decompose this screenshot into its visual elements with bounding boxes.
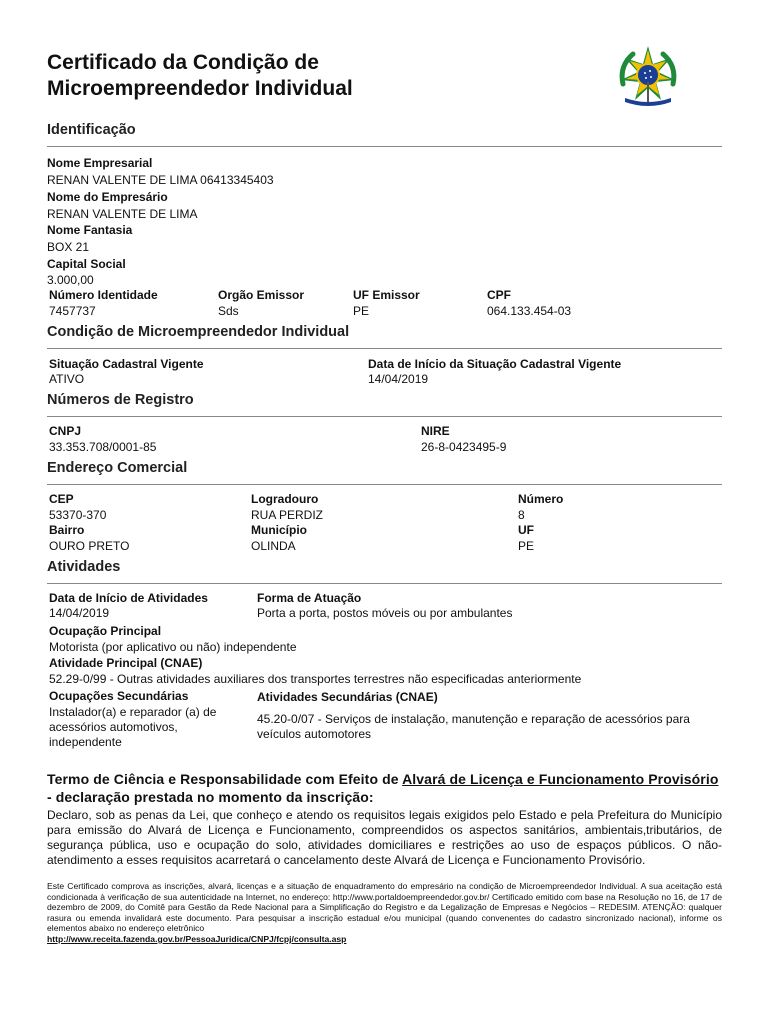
ocupacoes-secundarias-value: Instalador(a) e reparador (a) de acessórios automotivos, independente [49,705,217,749]
cpf-value: 064.133.454-03 [487,304,572,318]
atividades-secundarias-value: 45.20-0/07 - Serviços de instalação, manutenção e reparação de acessórios para veículos automotores [257,712,690,741]
fine-print-text: Este Certificado comprova as inscrições, alvará, licenças e a situação de enquadramento do empresário na condição de Microempreendedor Individual. A sua aceitação está condicionada à verificação de sua autenticidade na Internet, no endereço: http://www.portaldoempreendedor.gov.br/ Certificado emitido com base na Resolução no 16, de 17 de dezembro de 2009, do Comitê para Gestão da Rede Nacional para a Simplificação do Registro e da Legalização de Empresas e Negócios – REDESIM. ATENÇÃO: qualquer rasura ou emenda invalidará este documento. Para pesquisar a inscrição estadual e/ou municipal (quando convenentes do cadastro sincronizado nacional), informe os elementos abaixo no endereço eletrônico [47,881,722,934]
section-endereco-title: Endereço Comercial [47,460,188,476]
section-registro-title: Números de Registro [47,392,194,408]
section-identificacao-title: Identificação [47,122,136,138]
capital-social-label: Capital Social [47,257,126,271]
cnpj-label: CNPJ [49,424,82,438]
atividade-principal-label: Atividade Principal (CNAE) [49,656,203,670]
section-divider [47,484,722,485]
termo-title [47,770,722,806]
logradouro-label: Logradouro [251,492,319,506]
uf-emissor-label: UF Emissor [353,288,420,302]
section-atividades-title: Atividades [47,559,121,575]
nome-empresario-label: Nome do Empresário [47,190,168,204]
cpf-label: CPF [487,288,511,302]
cep-value: 53370-370 [49,508,107,522]
termo-title-part2: - declaração prestada no momento da inscrição: [47,789,374,805]
numero-label: Número [518,492,564,506]
nome-empresarial-label: Nome Empresarial [47,156,153,170]
termo-title-part1: Termo de Ciência e Responsabilidade com Efeito de [47,771,403,787]
nome-empresarial-value: RENAN VALENTE DE LIMA 06413345403 [47,173,274,187]
municipio-label: Município [251,523,307,537]
orgao-emissor-label: Orgão Emissor [218,288,305,302]
data-inicio-atividades-label: Data de Início de Atividades [49,591,208,605]
situacao-cadastral-value: ATIVO [49,372,85,386]
page-title [47,50,527,102]
section-condicao-title: Condição de Microempreendedor Individual [47,324,350,340]
municipio-value: OLINDA [251,539,296,553]
section-divider [47,416,722,417]
uf-value: PE [518,539,535,553]
orgao-emissor-value: Sds [218,304,239,318]
numero-identidade-value: 7457737 [49,304,96,318]
capital-social-value: 3.000,00 [47,273,94,287]
section-divider [47,348,722,349]
bairro-label: Bairro [49,523,85,537]
situacao-cadastral-label: Situação Cadastral Vigente [49,357,204,371]
data-inicio-situacao-label: Data de Início da Situação Cadastral Vigente [368,357,622,371]
forma-atuacao-value: Porta a porta, postos móveis ou por ambulantes [257,606,513,620]
section-divider [47,583,722,584]
fine-print [47,881,722,945]
ocupacoes-secundarias-label: Ocupações Secundárias [49,689,189,703]
cep-label: CEP [49,492,74,506]
forma-atuacao-label: Forma de Atuação [257,591,362,605]
atividades-secundarias-label: Atividades Secundárias (CNAE) [257,690,438,704]
declaro-text: Declaro, sob as penas da Lei, que conheço e atendo os requisitos legais exigidos pelo Estado e pela Prefeitura do Município para emissão do Alvará de Licença e Funcionamento, compreendidos os aspectos sanitários, ambientais,tributários, de segurança pública, uso e ocupação do solo, atividades domiciliares e restrições ao uso de espaços públicos. O não-atendimento a esses requisitos acarretará o cancelamento deste Alvará de Licença e Funcionamento Provisório. [47,808,722,867]
nome-fantasia-label: Nome Fantasia [47,223,133,237]
title-line-2: Microempreendedor Individual [47,77,353,100]
logradouro-value: RUA PERDIZ [251,508,324,522]
atividade-principal-value: 52.29-0/99 - Outras atividades auxiliares dos transportes terrestres não especificadas anteriormente [49,672,582,686]
bairro-value: OURO PRETO [49,539,130,553]
brazil-coat-of-arms-icon [615,44,681,110]
nome-empresario-value: RENAN VALENTE DE LIMA [47,207,198,221]
data-inicio-atividades-value: 14/04/2019 [49,606,110,620]
nome-fantasia-value: BOX 21 [47,240,90,254]
data-inicio-situacao-value: 14/04/2019 [368,372,429,386]
ocupacao-principal-value: Motorista (por aplicativo ou não) independente [49,640,297,654]
uf-label: UF [518,523,534,537]
section-divider [47,146,722,147]
title-line-1: Certificado da Condição de [47,51,319,74]
ocupacao-principal-label: Ocupação Principal [49,624,162,638]
cnpj-value: 33.353.708/0001-85 [49,440,157,454]
uf-emissor-value: PE [353,304,370,318]
certificate-page [47,0,722,1024]
numero-identidade-label: Número Identidade [49,288,158,302]
alvara-link[interactable]: Alvará de Licença e Funcionamento Provisório [402,771,719,787]
numero-value: 8 [518,508,525,522]
nire-label: NIRE [421,424,450,438]
receita-consulta-link[interactable]: http://www.receita.fazenda.gov.br/PessoaJuridica/CNPJ/fcpj/consulta.asp [47,933,347,944]
nire-value: 26-8-0423495-9 [421,440,507,454]
